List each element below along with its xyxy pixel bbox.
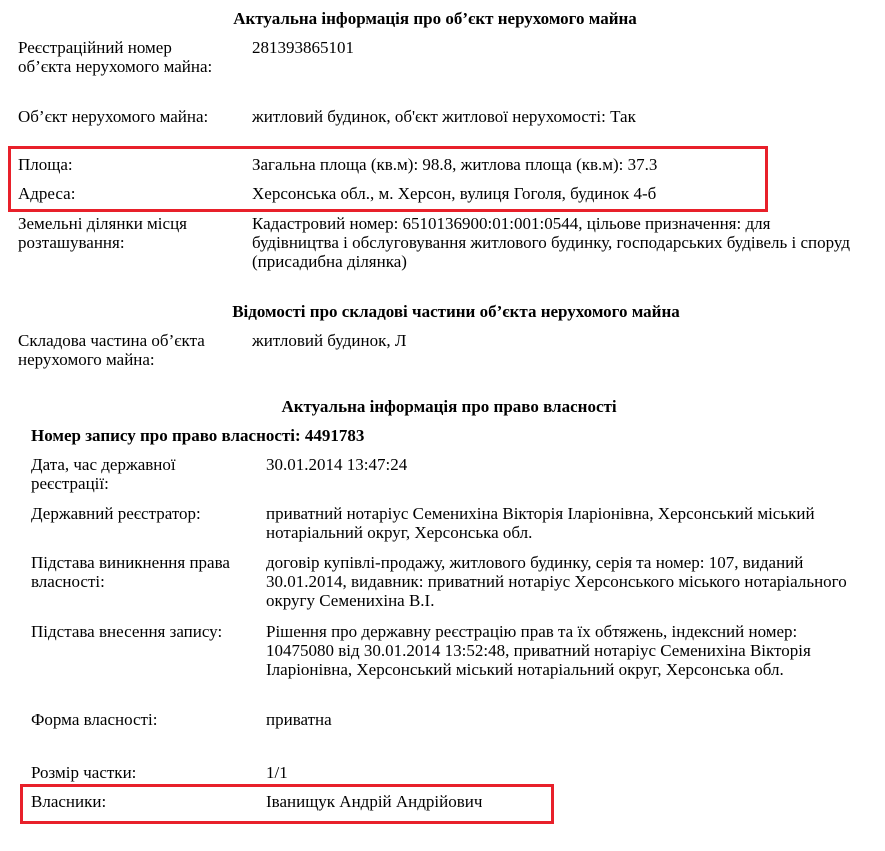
section-title-object-info: Актуальна інформація про об’єкт нерухомого майна — [233, 9, 637, 28]
ownership-record-number: Номер запису про право власності: 4491783 — [31, 426, 365, 445]
label-component-part: Складова частина об’єкта нерухомого майна: — [18, 331, 205, 369]
value-component-part: житловий будинок, Л — [252, 331, 407, 350]
label-registration-number: Реєстраційний номер об’єкта нерухомого майна: — [18, 38, 213, 76]
value-area: Загальна площа (кв.м): 98.8, житлова площа (кв.м): 37.3 — [252, 155, 658, 174]
label-state-registrar: Державний реєстратор: — [31, 504, 201, 523]
section-title-ownership: Актуальна інформація про право власності — [281, 397, 617, 416]
label-address: Адреса: — [18, 184, 76, 203]
label-object: Об’єкт нерухомого майна: — [18, 107, 209, 126]
value-state-registrar: приватний нотаріус Семенихіна Вікторія Іларіонівна, Херсонський міський нотаріальний округ, Херсонська обл. — [266, 504, 815, 542]
value-address: Херсонська обл., м. Херсон, вулиця Гоголя, будинок 4-б — [252, 184, 657, 203]
value-registration-datetime: 30.01.2014 13:47:24 — [266, 455, 408, 474]
value-entry-basis: Рішення про державну реєстрацію прав та їх обтяжень, індексний номер: 10475080 від 30.01.2014 13:52:48, приватний нотаріус Семенихіна Вікторія Іларіонівна, Херсонський міський нотаріальний округ, Херсонська обл. — [266, 622, 811, 679]
label-share-size: Розмір частки: — [31, 763, 137, 782]
value-land-plots: Кадастровий номер: 6510136900:01:001:0544, цільове призначення: для будівництва і обслуговування житлового будинку, господарських будівель і споруд (присадибна ділянка) — [252, 214, 851, 271]
value-ownership-form: приватна — [266, 710, 332, 729]
highlight-owners — [20, 784, 554, 824]
section-title-components: Відомості про складові частини об’єкта нерухомого майна — [232, 302, 680, 321]
value-owners: Іванищук Андрій Андрійович — [266, 792, 483, 811]
label-registration-datetime: Дата, час державної реєстрації: — [31, 455, 176, 493]
label-entry-basis: Підстава внесення запису: — [31, 622, 223, 641]
value-ownership-basis: договір купівлі-продажу, житлового будинку, серія та номер: 107, виданий 30.01.2014, видавник: приватний нотаріус Херсонського міського нотаріального округу Семенихіна В.І. — [266, 553, 847, 610]
highlight-area-address — [8, 146, 768, 212]
value-object: житловий будинок, об'єкт житлової нерухомості: Так — [252, 107, 636, 126]
label-ownership-basis: Підстава виникнення права власності: — [31, 553, 230, 591]
label-ownership-form: Форма власності: — [31, 710, 158, 729]
value-share-size: 1/1 — [266, 763, 288, 782]
label-area: Площа: — [18, 155, 73, 174]
label-land-plots: Земельні ділянки місця розташування: — [18, 214, 187, 252]
label-owners: Власники: — [31, 792, 107, 811]
value-registration-number: 281393865101 — [252, 38, 354, 57]
